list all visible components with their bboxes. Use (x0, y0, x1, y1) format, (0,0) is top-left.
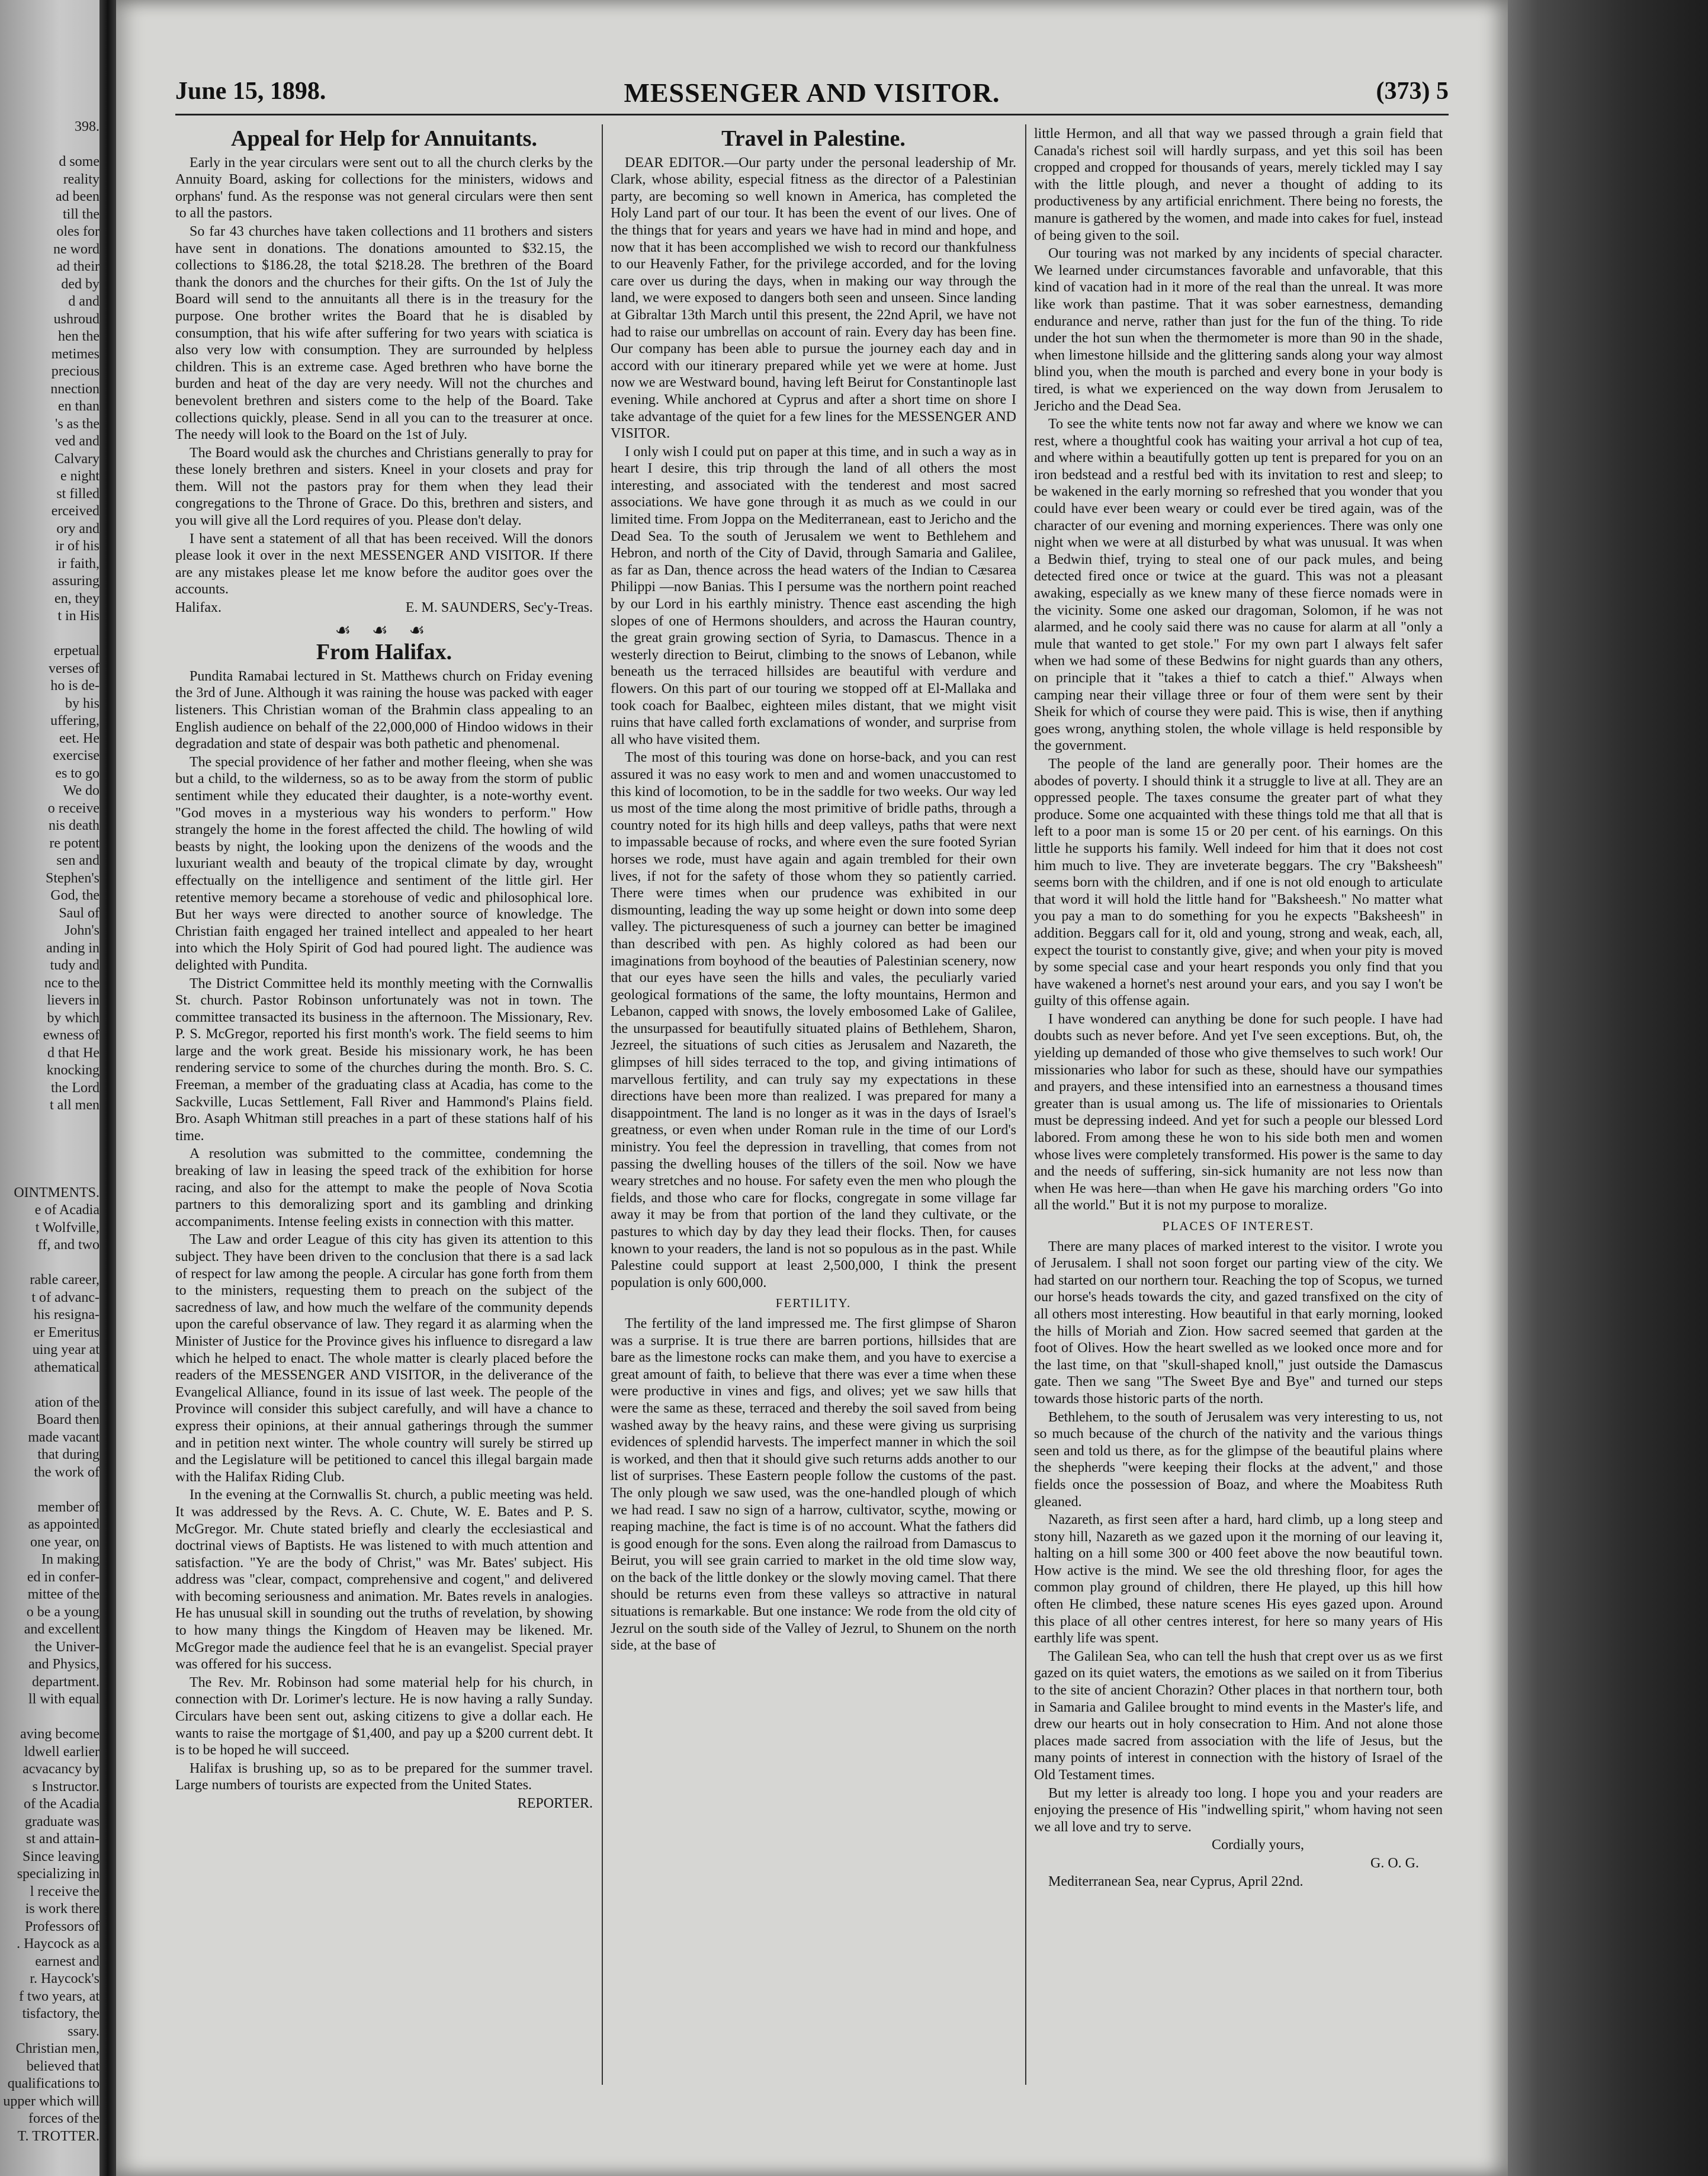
fragment-line: re potent (49, 835, 99, 851)
fragment-line: ed in confer- (27, 1569, 99, 1585)
fragment-line: mittee of the (27, 1587, 99, 1602)
fragment-line: ad their (56, 259, 99, 274)
paragraph: The most of this touring was done on horse-back, and you can rest assured it was no easy work to men and and women unaccustomed to this kind of locomotion, to be in the saddle for two weeks. Our way led us most of the time along the most primitive of bridle paths, through a country noted for its high hills and deep valleys, paths that were next to impassable because of rocks, and where even the sure footed Syrian horses we rode, must have again and again trembled for their own lives, if not for the safety of those whom they so patiently carried. There were times when our prudence was exhibited in our dismounting, leading the way up some height or down into some deep valley. The picturesqueness of such a journey can better be imagined than described with pen. As highly colored as had been our imaginations from boyhood of the beauties of Palestinian scenery, now that our eyes have seen the hills and vales, the peculiarly varied geological formations of the same, the lofty mountains, Hermon and Lebanon, capped with snows, the lovely embosomed Lake of Galilee, the unsurpassed for beautifully situated plains of Bethlehem, Sharon, Jezreel, the situations of such cities as Jerusalem and Nazareth, the glimpses of hill sides terraced to the top, and giving intimations of marvellous fertility, and can truly say my expectations in these directions have been more than realized. I was prepared for many a disappointment. The land is no longer as it was in the days of Israel's greatness, or even when under Roman rule in the time of our Lord's ministry. You feel the depression in travelling, that comes from not passing the dwelling houses of the tillers of the soil. Now we have weary stretches and no house. For safety even the men who plough the fields, and those who care for flocks, congregate in some village far away it may be from that portion of the land they cultivate, or the pastures to which day by day they lead their flocks. Then, for causes known to your readers, the land is not so populous as in the past. While Palestine could support at least 2,500,000, I think the present population is only 600,000. (611, 750, 1016, 1291)
signature-initials: G. O. G. (1370, 1855, 1419, 1871)
fragment-line: the Univer- (34, 1639, 99, 1655)
fragment-line: 398. (75, 119, 99, 134)
fragment-line: aving become (20, 1726, 99, 1742)
column-divider (602, 124, 603, 2085)
fragment-line: exercise (53, 748, 99, 763)
fragment-line: earnest and (35, 1953, 99, 1969)
fragment-line: verses of (49, 660, 99, 676)
paragraph: The District Committee held its monthly meeting with the Cornwallis St. church. Pastor Robinson unfortunately was not in town. The committee transacted its business in the afternoon. The Missionary, Rev. P. S. McGregor, reported his first month's work. The field seems to him large and the work great. Beside his missionary work, he has been rendering service to some of the churches during the month. Bro. S. C. Freeman, a member of the graduating class at Acadia, has come to the Sackville, Lucas Settlement, Fall River and Hammond's Plains field. Bro. Asaph Whitman still preaches in a part of these stations half of his time. (175, 975, 593, 1144)
fragment-line: t Wolfville, (35, 1219, 99, 1235)
fragment-line (0, 1150, 99, 1167)
fragment-line: nce to the (44, 975, 99, 991)
fragment-line (0, 1481, 99, 1499)
paragraph: The fertility of the land impressed me. The first glimpse of Sharon was a surprise. It is true there are barren portions, hillsides that are bare as the limestone rocks can make them, and you have to exercise a great amount of faith, to believe that there was ever a time when these were productive in vines and figs, and olives; yet we saw hills that were the same as these, terraced and thereby the soil saved from being washed away by the heavy rains, and these were giving us surprising evidences of splendid harvests. The imperfect manner in which the soil is worked, and then that it should give such returns adds another to our list of surprises. These Eastern people follow the customs of the past. The only plough we saw used, was the one-handled plough of which we had read. I saw no sign of a harrow, cultivator, scythe, mowing or reaping machine, the fact is time is of no account. What the fathers did is good enough for the sons. Even along the railroad from Damascus to Beirut, you will see grain carried to market in the old time slow way, on the back of the little donkey or the slowly moving camel. That there should be returns even from these valleys so attractive in natural situations is remarkable. But one instance: We rode from the old city of Jezrul on the south side of the Valley of Jezrul, to Shunem on the north side, at the base of (611, 1315, 1016, 1654)
column-3 (1034, 126, 1443, 1891)
paragraph: In the evening at the Cornwallis St. church, a public meeting was held. It was addressed by the Revs. A. C. Chute, W. E. Bates and P. S. McGregor. Mr. Chute stated briefly and clearly the ecclesiastical and doctrinal views of Baptists. He was listened to with much attention and satisfaction. "Ye are the body of Christ," was Mr. Bates' subject. His address was "clear, compact, comprehensive and cogent," and delivered with becoming seriousness and animation. Mr. Bates revels in analogies. He has unusual skill in sounding out the truths of revelation, by showing to how many things the Kingdom of Heaven may be likened. Mr. McGregor made the audience feel that he is an evangelist. Special prayer was offered for his success. (175, 1487, 593, 1673)
fragment-line: nis death (49, 818, 99, 833)
fragment-line: Board then (37, 1412, 99, 1427)
masthead-rule (175, 114, 1449, 115)
paragraph: So far 43 churches have taken collections and 11 brothers and sisters have sent in donations. The donations amounted to $32.15, the collections to $186.28, the total $218.28. The brethren of the Board thank the donors and the churches for their gifts. On the 1st of July the Board will send to the annuitants all there is in the treasury for the purpose. One brother writes the Board that he is disabled by consumption, that his wife after suffering for two years with sciatica is also very low with consumption. They are surrounded by helpless children. This is an extreme case. Aged brethren who have borne the burden and heat of the day are very needy. Will not the churches and benevolent brethren and sisters come to the help of the Board. Take collections quickly, please. Send in all you can to the treasurer at once. The needy will look to the Board on the 1st of July. (175, 223, 593, 443)
paragraph: Our touring was not marked by any incidents of special character. We learned under circumstances favorable and unfavorable, that this kind of vacation had in it more of the real than the unreal. It was more like work than pastime. That it was sober earnestness, demanding endurance and nerve, rather than just for the fun of the thing. To ride under the hot sun when the thermometer is more than 90 in the shade, when limestone hillside and the glittering sands along your way almost blind you, when the mouth is parched and every bone in your body is tired, is what we experienced on the way down from Jerusalem to Jericho and the Dead Sea. (1034, 246, 1443, 414)
paragraph: The Law and order League of this city has given its attention to this subject. They have been driven to the conclusion that there is a sad lack of respect for law among the people. A circular has gone forth from them to the ministers, requesting them to preach on the subject of the sacredness of law, and how much the welfare of the community depends upon the careful observance of law. They regard it as alarming when the Minister of Justice for the Province gives his influence to disregard a law which he helped to enact. The whole matter is clearly placed before the readers of the MESSENGER AND VISITOR, in the deliverance of the Evangelical Alliance, found in its issue of last week. The people of the Province will consider this subject carefully, and will have a chance to express their opinions, at their annual gatherings through the summer and in petition next winter. The whole country will surely be stirred up and the Legislature will be petitioned to cancel this illegal bargain made with the Halifax Riding Club. (175, 1232, 593, 1485)
paragraph: The Galilean Sea, who can tell the hush that crept over us as we first gazed on its quiet waters, the emotions as we sailed on it from Tiberius to the site of ancient Chorazin? Other places in that northern tour, both in Samaria and Galilee brought to mind events in the Master's life, and drew our hearts out in holy consecration to Him. And not alone those places made sacred from association with the life of Jesus, but the many points of interest in connection with the history of Israel of the Old Testament times. (1034, 1648, 1443, 1783)
fragment-line: ation of the (34, 1394, 99, 1410)
fragment-line: d some (59, 154, 99, 169)
fragment-line: ir of his (55, 538, 99, 554)
article-heading-halifax: From Halifax. (316, 640, 452, 665)
fragment-line: of the Acadia (24, 1796, 99, 1812)
fragment-line: ldwell earlier (24, 1744, 99, 1760)
masthead (175, 77, 1449, 113)
fragment-line: en, they (54, 590, 99, 606)
fragment-line: athematical (34, 1359, 99, 1375)
paragraph: I have wondered can anything be done for such people. I have had doubts such as never before. And yet I've seen exceptions. But, oh, the yielding up demanded of those who give themselves to such work! Our missionaries who labor for such as these, should have our sympathies and prayers, and these intensified into an earnestness a thousand times greater than is usual among us. The life of missionaries to Orientals must be depressing indeed. And yet for such a people our blessed Lord labored. From among these he won to his side both men and women whose lives were completely transformed. His power is the same to day and the needs of suffering, sin-sick humanity are not less now than when He was here—than when He gave his marching orders "Go into all the world." But it is not my purpose to moralize. (1034, 1011, 1443, 1214)
column-1 (175, 126, 593, 1814)
fragment-line: In making (41, 1552, 99, 1567)
fragment-line: d that He (47, 1045, 99, 1061)
paragraph: Halifax is brushing up, so as to be prepared for the summer travel. Large numbers of tourists are expected from the United States. (175, 1760, 593, 1793)
fragment-line: graduate was (25, 1814, 99, 1830)
fragment-line: ssary. (68, 2023, 99, 2039)
fragment-line: member of (37, 1499, 99, 1515)
signature-place: Halifax. (175, 600, 221, 616)
fragment-line: his resigna- (33, 1307, 99, 1323)
column-divider (1025, 124, 1026, 2085)
book-page-edges (1508, 0, 1708, 2176)
paragraph: I only wish I could put on paper at this time, and in such a way as in heart I desire, this trip through the land of all others the most interesting, and associated with the tenderest and most sacred associations. We have gone through it as much as we could in our limited time. From Joppa on the Mediterranean, east to Jericho and the Dead Sea. To the south of Jerusalem we went to Bethlehem and Hebron, and north of the City of David, through Samaria and Galilee, as far as Dan, thence across the head waters of the Indian to Cæsarea Philippi —now Banias. This I persume was the northern point reached by our Lord in his earthly ministry. Thence east ascending the high slopes of one of Hermons shoulders, and across the Hauran country, the great grain growing section of Syria, to Damascus. Thence in a westerly direction to Beirut, climbing to the snows of Lebanon, while beneath us the terraced hillsides are beautiful with verdure and flowers. On this part of our touring we stopped off at El-Mallaka and took coach for Baalbec, eighteen miles distant, that we might visit ruins that have called forth exclamations of wonder, and surprise from all who have visited them. (611, 444, 1016, 747)
fragment-line: sen and (56, 853, 99, 868)
fragment-line: erceived (51, 503, 99, 519)
publication-title: MESSENGER AND VISITOR. (624, 78, 1000, 108)
paragraph: The Rev. Mr. Robinson had some material help for his church, in connection with Dr. Lorimer's lecture. He is now having a rally Sunday. Circulars have been sent out, asking citizens to give a dollar each. He wants to raise the mortgage of $1,400, and pay up a $200 current debt. It is to be hoped he will succeed. (175, 1674, 593, 1758)
fragment-line: t of advanc- (31, 1289, 99, 1305)
fragment-line: oles for (56, 224, 99, 239)
signature-line (175, 599, 593, 617)
fragment-line: anding in (46, 940, 99, 956)
paragraph: A resolution was submitted to the committee, condemning the breaking of law in leasing the speed track of the exhibition for horse racing, and also for the attempt to make the people of Nova Scotia partners to this demoralizing sport and its gambling and drinking accompaniments. Intense feeling exists in connection with this matter. (175, 1146, 593, 1230)
fragment-line: ory and (56, 521, 99, 537)
fragment-line: st and attain- (26, 1831, 99, 1847)
signature-reporter: REPORTER. (517, 1796, 593, 1811)
fragment-line: d and (68, 294, 99, 309)
subheading-fertility: FERTILITY. (775, 1296, 852, 1311)
page-number: (373) 5 (1376, 78, 1449, 105)
fragment-line: made vacant (28, 1429, 99, 1445)
closing: Cordially yours, (1212, 1837, 1304, 1853)
fragment-line: r. Haycock's (30, 1971, 99, 1986)
paragraph: But my letter is already too long. I hope you and your readers are enjoying the presence of His "indwelling spirit," whom having not seen we all love and try to serve. (1034, 1785, 1443, 1835)
fragment-line: lievers in (47, 993, 99, 1008)
fragment-line: till the (63, 206, 99, 222)
fragment-line (0, 625, 99, 643)
fragment-line: hen the (58, 329, 99, 344)
newspaper-page (116, 0, 1508, 2176)
fragment-line: ir faith, (57, 556, 99, 572)
fragment-line: erpetual (53, 643, 99, 659)
halifax-body (175, 668, 593, 1812)
fragment-line: ded by (61, 276, 99, 292)
fragment-line: ho is de- (50, 678, 99, 694)
fragment-line: God, the (50, 888, 99, 903)
fragment-line: by his (65, 695, 99, 711)
fragment-line (0, 136, 99, 154)
fragment-line: Stephen's (46, 870, 99, 886)
fragment-line: metimes (51, 346, 99, 362)
fragment-line: t in His (57, 608, 99, 624)
fragment-line: t all men (50, 1097, 99, 1113)
fragment-line: assuring (52, 573, 99, 589)
fragment-line: er Emeritus (33, 1324, 99, 1340)
adjacent-page-text (0, 118, 99, 2145)
fragment-line: and excellent (24, 1622, 99, 1637)
fragment-line: the work of (34, 1464, 99, 1480)
fragment-line: knocking (46, 1063, 99, 1078)
fragment-line: l receive the (30, 1883, 99, 1899)
fragment-line (0, 1167, 99, 1185)
fragment-line: ad been (56, 189, 99, 204)
fragment-line: department. (32, 1674, 99, 1690)
fragment-line: ved and (54, 434, 99, 449)
fragment-line: f two years, at (19, 1988, 99, 2004)
fragment-line: is work there (25, 1901, 99, 1917)
fragment-line: rable career, (30, 1272, 99, 1288)
fragment-line (0, 1132, 99, 1150)
fragment-line: nnection (50, 381, 99, 397)
fragment-line: 's as the (55, 416, 99, 432)
paragraph: Nazareth, as first seen after a hard, hard climb, up a long steep and stony hill, Nazareth as we gazed upon it the morning of our leaving it, halting on a hill some 300 or 400 feet above the now beautiful town. How active is the mind. We see the old threshing floor, for ages the common play ground of children, there He played, up this hill how often He climbed, these nature scenes His eyes gazed upon. Around this place of all other centres interest, for here so many years of His earthly life was spent. (1034, 1512, 1443, 1647)
fragment-line: uing year at (32, 1342, 99, 1357)
fragment-line: T. TROTTER. (17, 2128, 99, 2144)
fragment-line: acvacancy by (23, 1761, 99, 1777)
fragment-line: tisfactory, the (22, 2006, 99, 2021)
signature-name: E. M. SAUNDERS, Sec'y-Treas. (405, 600, 593, 616)
paragraph: little Hermon, and all that way we passed through a grain field that Canada's richest soil will hardly surpass, and yet this soil has been cropped and cropped for thousands of years, merely tickled may I say with the little plough, and never a thought of adding to its productiveness by any artificial enrichment. There being no forests, the manure is gathered by the women, and made into cakes for fuel, instead of being given to the soil. (1034, 126, 1443, 243)
column-2 (611, 126, 1016, 1655)
fragment-line (0, 1254, 99, 1272)
fragment-line: e night (60, 468, 99, 484)
fragment-line: o be a young (26, 1604, 99, 1620)
fragment-line: o receive (47, 800, 99, 816)
fragment-line (0, 1376, 99, 1394)
fragment-line (0, 1709, 99, 1726)
fragment-line: ll with equal (28, 1692, 99, 1707)
fragment-line: the Lord (51, 1080, 99, 1096)
fragment-line: We do (63, 783, 99, 798)
fragment-line: tudy and (50, 958, 99, 973)
fragment-line: ff, and two (37, 1237, 99, 1253)
fragment-line: precious (51, 364, 99, 379)
fragment-line: en than (58, 399, 99, 414)
fragment-line: by which (47, 1010, 99, 1026)
fragment-line: John's (64, 923, 99, 938)
fragment-line: believed that (26, 2058, 99, 2074)
article-heading-travel: Travel in Palestine. (721, 126, 906, 151)
fragment-line: Calvary (54, 451, 99, 467)
ornament-divider: ☙ ☙ ☙ (335, 620, 434, 640)
fragment-line: and Physics, (28, 1657, 99, 1672)
fragment-line: ne word (53, 241, 99, 257)
fragment-line: as appointed (28, 1517, 99, 1532)
fragment-line: specializing in (17, 1866, 99, 1882)
paragraph: There are many places of marked interest to the visitor. I wrote you of Jerusalem. I shall not soon forget our parting view of the city. We had started on our northern tour. Reaching the top of Scopus, we turned our horse's heads towards the city, and gazed transfixed on the city of all others most interesting. How beautiful in that early morning, looked the hills of Moriah and Zion. How sacred seemed that garden at the foot of Olives. How the heart swelled as we looked once more and for the last time, on that "skull-shaped knoll," just outside the Damascus gate. Then we sang "The Sweet Bye and Bye" and turned our steps towards those historic parts of the north. (1034, 1238, 1443, 1407)
article-heading-appeal: Appeal for Help for Annuitants. (231, 126, 537, 151)
fragment-line: ewness of (43, 1028, 99, 1043)
fragment-line: . Haycock as a (17, 1936, 99, 1952)
fragment-line: reality (63, 171, 99, 187)
subheading-places-of-interest: PLACES OF INTEREST. (1162, 1219, 1315, 1233)
fragment-line: upper which will (3, 2093, 99, 2109)
paragraph: Bethlehem, to the south of Jerusalem was very interesting to us, not so much because of the church of the nativity and the various things seen and told us there, as for the glimpse of the beautiful plains where the shepherds "were keeping their flocks at the advent," and those fields once the possession of Boaz, and where the Moabitess Ruth gleaned. (1034, 1409, 1443, 1510)
paragraph: Early in the year circulars were sent out to all the church clerks by the Annuity Board, asking for collections for the ministers, widows and orphans' fund. As the response was not general circulars were then sent to all the pastors. (175, 155, 593, 222)
dateline: Mediterranean Sea, near Cyprus, April 22nd. (1048, 1873, 1304, 1889)
fragment-line: Since leaving (23, 1848, 99, 1864)
fragment-line: qualifications to (7, 2076, 99, 2091)
adjacent-page-fragment (0, 0, 99, 2176)
fragment-line: ushroud (53, 311, 99, 327)
fragment-line: eet. He (59, 730, 99, 746)
issue-date: June 15, 1898. (175, 78, 326, 105)
fragment-line: st filled (56, 486, 99, 502)
paragraph: I have sent a statement of all that has been received. Will the donors please look it over in the next MESSENGER AND VISITOR. If there are any mistakes please let me know before the auditor goes over the accounts. (175, 531, 593, 598)
fragment-line: Saul of (59, 905, 99, 921)
appeal-body (175, 155, 593, 617)
paragraph: DEAR EDITOR.—Our party under the personal leadership of Mr. Clark, whose ability, especial fitness as the director of a Palestinian party, are becoming so well known in America, has completed the Holy Land part of our tour. It has been the event of our lives. One of the things that for years and years we have had in mind and hope, and now that it has been accomplished we wish to record our thankfulness to our Heavenly Father, for the privilege accorded, and for the loving care over us during the days, when in making our way through the land, we were exposed to dangers both seen and unseen. Since landing at Gibraltar 13th March until this present, the 22nd April, we have not had to raise our umbrellas on account of rain. Every day has been fine. Our company has been able to pursue the journey each day and in accord with our itinerary prepared while yet we were at home. Just now we are Westward bound, having left Beirut for Constantinople last evening. While anchored at Cyprus and after a short time on shore I take advantage of the quiet for a few lines for the MESSENGER AND VISITOR. (611, 155, 1016, 442)
paragraph: To see the white tents now not far away and where we know we can rest, where a thoughtful cook has waiting your arrival a hot cup of tea, and where within a beautifully gotten up tent is prepared for you on an iron bedstead and a restful bed with its invitation to rest and sleep; to be wakened in the early morning so refreshed that you wonder that you could have ever been weary or could ever be tired again, was of the character of our evening and morning experiences. There was only one night when we were at all disturbed by what was unusual. It was when a Bedwin thief, trying to steal one of our pack mules, and being detected fired once or twice at the guard. This was not a pleasant awaking, especially as we knew many of these fierce nomads were in the vicinity. Some one asked our dragoman, Solomon, if he was not alarmed, and he cooly said there was no cause for alarm at all "only a mule that wanted to get stole." For my own part I always felt safer when we had some of these Bedwins for night guards than any others, on principle that it "takes a thief to catch a thief." Always when camping near their village three or four of them were sent by their Sheik for which of course they were paid. This is wise, then if anything goes wrong, anything stolen, the whole village is held responsible by the government. (1034, 416, 1443, 754)
fragment-line: s Instructor. (32, 1779, 99, 1795)
fragment-line: one year, on (30, 1534, 99, 1550)
fragment-line: OINTMENTS. (14, 1185, 99, 1201)
fragment-line (0, 1115, 99, 1132)
fragment-line: e of Acadia (34, 1202, 99, 1218)
fragment-line: es to go (55, 765, 99, 781)
paragraph: The Board would ask the churches and Christians generally to pray for these lonely brethren and sisters. Kneel in your closets and pray for them. Will not the pastors pray for them when they lead their congregations to the Throne of Grace. Do this, brethren and sisters, and you will give all the Lord requires of you. Please don't delay. (175, 445, 593, 529)
paragraph: The special providence of her father and mother fleeing, when she was but a child, to the wilderness, so as to be away from the storm of public sentiment while they educated their daughter, is a note-worthy event. "God moves in a mysterious way his wonders to perform." How strangely the home in the forest affected the child. The howling of wild beasts by night, the looking upon the denizens of the woods and the luxuriant wealth and beauty of the tropical climate by day, wrought effectually on the intelligence and sentiment of the little girl. Her retentive memory became a storehouse of vedic and philosophical lore. But her ways were directed to another source of knowledge. The Christian faith engaged her trained intellect and appealed to her heart into which the Holy Spirit of God had poured light. The audience was delighted with Pundita. (175, 754, 593, 973)
fragment-line: forces of the (28, 2111, 99, 2126)
paragraph: Pundita Ramabai lectured in St. Matthews church on Friday evening the 3rd of June. Although it was raining the house was packed with eager listeners. This Christian woman of the Brahmin class appealing to an English audience on behalf of the 22,000,000 of Hindoo widows in their degradation and state of despair was both pathetic and phenomenal. (175, 668, 593, 752)
fragment-line: uffering, (50, 713, 99, 728)
fragment-line: Christian men, (15, 2041, 99, 2056)
paragraph: The people of the land are generally poor. Their homes are the abodes of poverty. I should think it a struggle to live at all. They are an oppressed people. The taxes consume the greater part of what they produce. Some one acquainted with these things told me that all that is left to a poor man is some 15 or 20 per cent. of his earnings. On this little he supports his family. Well indeed for him that it does not cost him much to live. They are inveterate beggars. The cry "Baksheesh" seems born with the children, and if one is not old enough to articulate that word it will hold the little hand for "Baksheesh." No matter what you pay a man to do something for you he expects "Baksheesh" in addition. Beggars call for it, old and young, strong and weak, each, all, expect the tourist to constantly give, give; and when your pity is moved by some special case and your heart responds you only find that you have wakened a hornet's nest around your ears, and you say I won't be guilty of this offense again. (1034, 756, 1443, 1009)
book-spine (99, 0, 116, 2176)
fragment-line: that during (37, 1447, 99, 1462)
fragment-line: Professors of (25, 1918, 99, 1934)
